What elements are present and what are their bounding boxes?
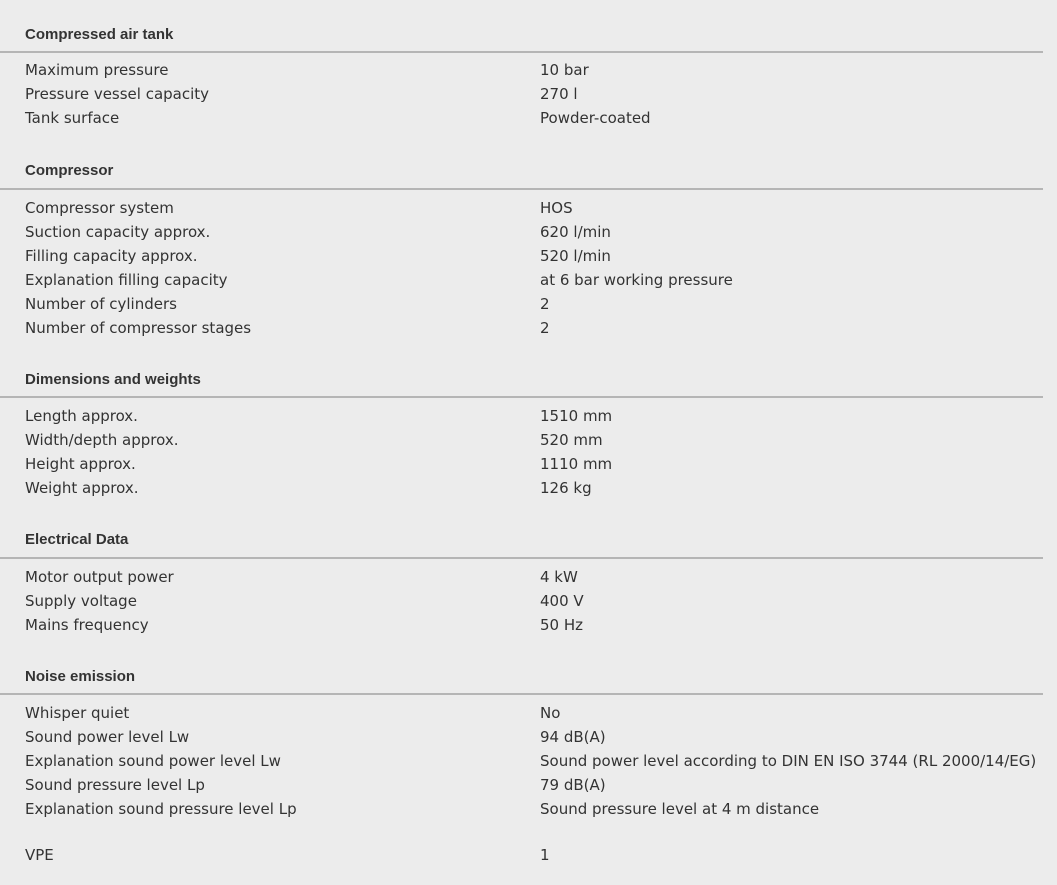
section-title: Dimensions and weights xyxy=(25,371,201,388)
spec-row xyxy=(25,244,1043,268)
spec-label: Tank surface xyxy=(25,109,120,127)
spec-label: Whisper quiet xyxy=(25,704,130,722)
spec-value: HOS xyxy=(540,199,573,217)
spec-value: at 6 bar working pressure xyxy=(540,271,733,289)
spec-row xyxy=(25,82,1043,106)
spec-label: Mains frequency xyxy=(25,616,149,634)
spec-label: Pressure vessel capacity xyxy=(25,85,210,103)
spec-row xyxy=(25,196,1043,220)
spec-value: 1510 mm xyxy=(540,407,613,425)
spec-row xyxy=(25,58,1043,82)
spec-value: Sound power level according to DIN EN ISO 3744 (RL 2000/14/EG) xyxy=(540,752,1037,770)
vpe-row xyxy=(25,843,1043,867)
spec-row xyxy=(25,773,1043,797)
section-title: Compressed air tank xyxy=(25,26,174,43)
spec-label: Height approx. xyxy=(25,455,136,473)
spec-label: Explanation filling capacity xyxy=(25,271,228,289)
spec-row xyxy=(25,725,1043,749)
spec-row xyxy=(25,292,1043,316)
spec-value: 270 l xyxy=(540,85,578,103)
spec-value: 50 Hz xyxy=(540,616,584,634)
section-compressor xyxy=(25,159,1043,337)
spec-value: 10 bar xyxy=(540,61,589,79)
spec-value: 1110 mm xyxy=(540,455,613,473)
spec-value: 79 dB(A) xyxy=(540,776,606,794)
spec-label: Compressor system xyxy=(25,199,174,217)
spec-row xyxy=(25,452,1043,476)
section-electrical-data xyxy=(25,528,1043,634)
vpe-value: 1 xyxy=(540,846,550,864)
spec-label: Maximum pressure xyxy=(25,61,169,79)
spec-value: No xyxy=(540,704,561,722)
section-divider xyxy=(0,693,1043,695)
vpe-label: VPE xyxy=(25,846,54,864)
spec-label: Weight approx. xyxy=(25,479,139,497)
section-divider xyxy=(0,51,1043,53)
spec-row xyxy=(25,316,1043,340)
spec-label: Explanation sound power level Lw xyxy=(25,752,281,770)
section-divider xyxy=(0,557,1043,559)
spec-row xyxy=(25,613,1043,637)
spec-label: Length approx. xyxy=(25,407,138,425)
spec-row xyxy=(25,565,1043,589)
section-dimensions-and-weights xyxy=(25,368,1043,497)
spec-row xyxy=(25,428,1043,452)
spec-value: Sound pressure level at 4 m distance xyxy=(540,800,820,818)
spec-label: Motor output power xyxy=(25,568,174,586)
spec-row xyxy=(25,106,1043,130)
spec-label: Sound pressure level Lp xyxy=(25,776,205,794)
spec-row xyxy=(25,404,1043,428)
spec-value: Powder-coated xyxy=(540,109,651,127)
section-title: Electrical Data xyxy=(25,531,129,548)
spec-label: Number of compressor stages xyxy=(25,319,252,337)
section-title: Noise emission xyxy=(25,668,136,685)
section-divider xyxy=(0,188,1043,190)
spec-value: 2 xyxy=(540,319,550,337)
spec-row xyxy=(25,589,1043,613)
spec-label: Filling capacity approx. xyxy=(25,247,198,265)
spec-row xyxy=(25,476,1043,500)
spec-value: 620 l/min xyxy=(540,223,611,241)
spec-value: 126 kg xyxy=(540,479,592,497)
spec-value: 520 mm xyxy=(540,431,603,449)
spec-row xyxy=(25,749,1043,773)
spec-value: 94 dB(A) xyxy=(540,728,606,746)
section-divider xyxy=(0,396,1043,398)
spec-row xyxy=(25,701,1043,725)
section-noise-emission xyxy=(25,665,1043,818)
section-title: Compressor xyxy=(25,162,114,179)
spec-row xyxy=(25,797,1043,821)
section-compressed-air-tank xyxy=(25,23,1043,127)
spec-value: 4 kW xyxy=(540,568,578,586)
spec-label: Supply voltage xyxy=(25,592,137,610)
spec-label: Sound power level Lw xyxy=(25,728,190,746)
spec-row xyxy=(25,220,1043,244)
spec-value: 2 xyxy=(540,295,550,313)
spec-label: Number of cylinders xyxy=(25,295,177,313)
spec-value: 400 V xyxy=(540,592,584,610)
spec-label: Explanation sound pressure level Lp xyxy=(25,800,297,818)
spec-value: 520 l/min xyxy=(540,247,611,265)
spec-label: Suction capacity approx. xyxy=(25,223,211,241)
spec-label: Width/depth approx. xyxy=(25,431,179,449)
spec-row xyxy=(25,268,1043,292)
